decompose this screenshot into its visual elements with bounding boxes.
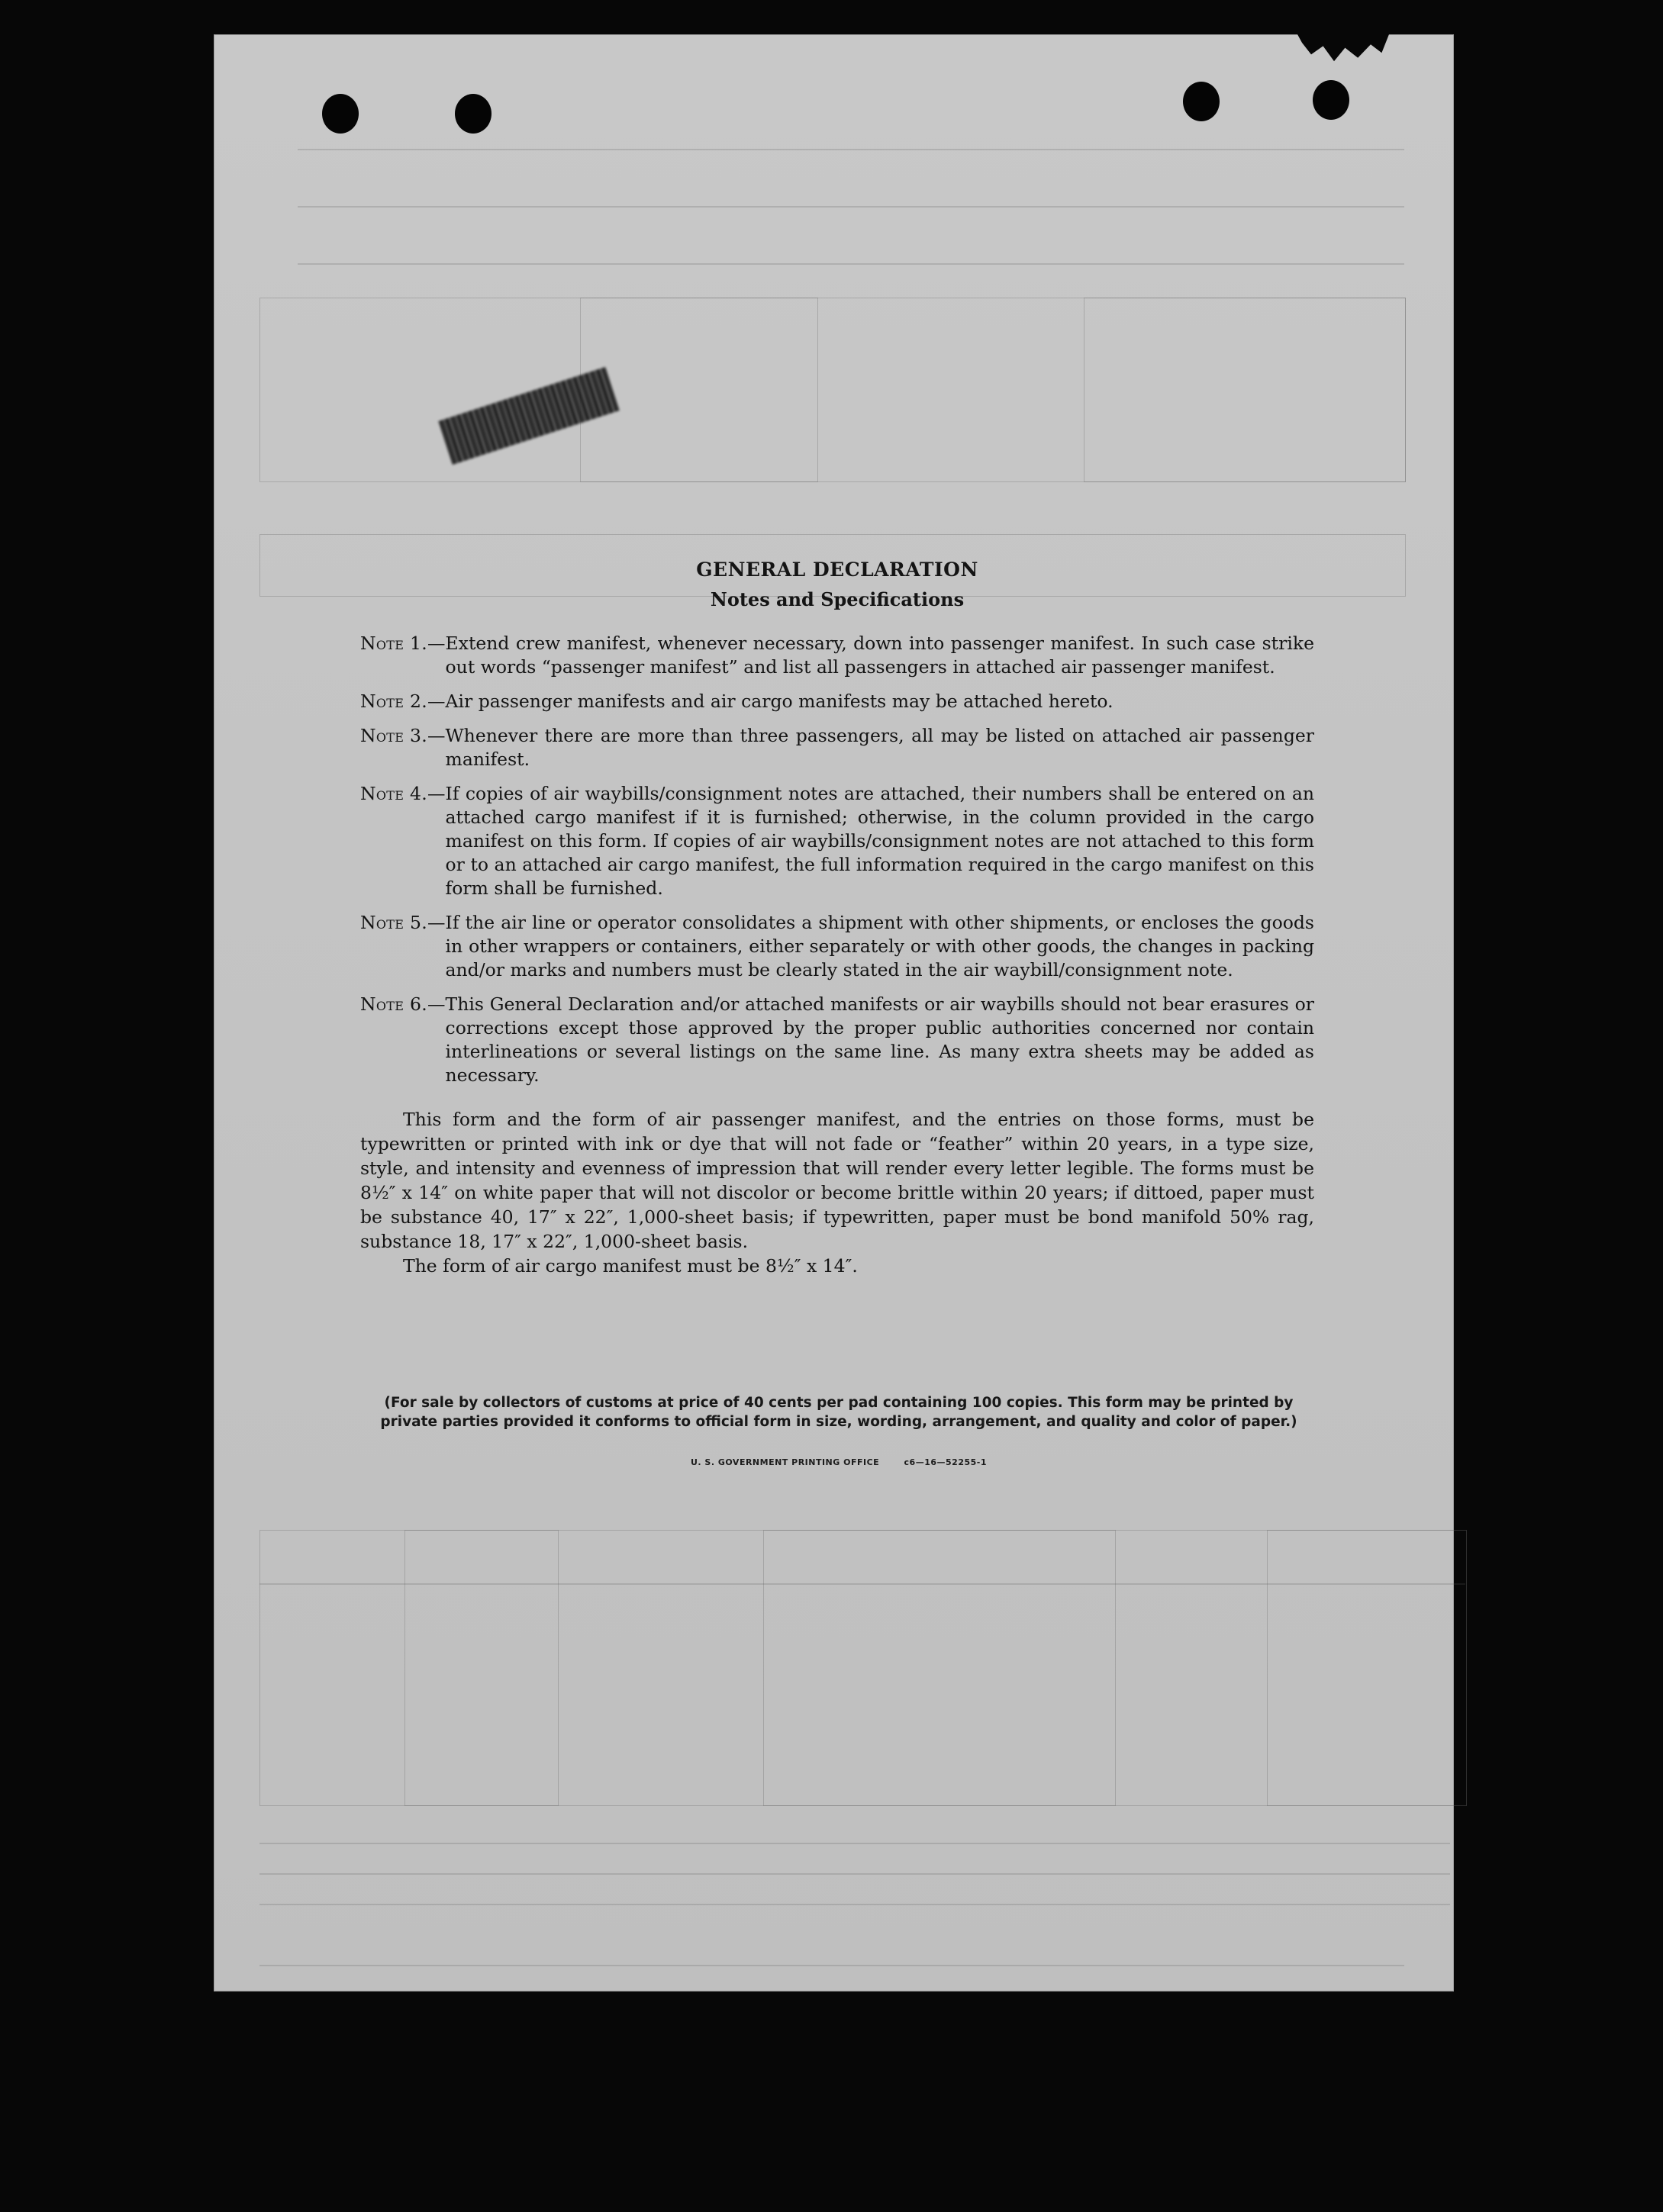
torn-edge — [1297, 34, 1389, 68]
note-item — [360, 632, 1314, 679]
notes-section — [360, 557, 1314, 1278]
page-subtitle: Notes and Specifications — [710, 588, 965, 610]
page-title: GENERAL DECLARATION — [696, 559, 978, 581]
notes-list — [360, 632, 1314, 1087]
bleed-through-rule — [259, 1904, 1450, 1905]
note-dash: — — [427, 993, 446, 1015]
bleed-through-column — [763, 1530, 1116, 1806]
note-item — [360, 724, 1314, 771]
note-label: Note 5. — [360, 912, 428, 933]
note-text: This General Declaration and/or attached manifests or air waybills should not bear erasures or corrections except those approved by the proper public authorities concerned nor contain interlineations or several listings on the same line. As many extra sheets may be added as necessary. — [445, 993, 1314, 1086]
note-text: If copies of air waybills/consignment notes are attached, their numbers shall be entered on an attached cargo manifest if it is furnished; otherwise, in the column provided in the cargo manifest on this form. If copies of air waybills/consignment notes are not attached to this form or to an attached air cargo manifest, the full information required in the cargo manifest on this form shall be furnished. — [445, 783, 1314, 899]
note-text: Air passenger manifests and air cargo manifests may be attached hereto. — [445, 691, 1114, 712]
punch-hole — [455, 94, 491, 134]
bleed-through-rule — [259, 1583, 1465, 1585]
note-item — [360, 911, 1314, 982]
bleed-through-rule — [298, 149, 1404, 150]
bleed-through-column — [1084, 298, 1406, 482]
note-item — [360, 690, 1314, 713]
note-dash: — — [427, 633, 446, 654]
note-label: Note 3. — [360, 725, 428, 746]
note-dash: — — [427, 691, 446, 712]
note-dash: — — [427, 725, 446, 746]
bleed-through-rule — [298, 206, 1404, 208]
bleed-through-column — [580, 298, 818, 482]
note-item — [360, 782, 1314, 900]
note-label: Note 1. — [360, 633, 428, 654]
note-dash: — — [427, 912, 446, 933]
bleed-through-column — [1267, 1530, 1467, 1806]
note-label: Note 4. — [360, 783, 428, 804]
punch-hole — [322, 94, 359, 134]
bleed-through-rule — [259, 1843, 1450, 1844]
bleed-through-rule — [259, 1873, 1450, 1875]
form-requirements-paragraph: This form and the form of air passenger manifest, and the entries on those forms, must be typewritten or printed with ink or dye that will not fade or “feather” within 20 years, in a type size, style, and intensity and evenness of impression that will render every letter legible. The forms must be 8½″ x 14″ on white paper that will not discolor or become brittle within 20 years; if dittoed, paper must be substance 40, 17″ x 22″, 1,000-sheet basis; if typewritten, paper must be bond manifold 50% rag, substance 18, 17″ x 22″, 1,000-sheet basis. — [360, 1109, 1314, 1252]
note-item — [360, 993, 1314, 1087]
bleed-through-rule — [298, 263, 1404, 265]
note-text: If the air line or operator consolidates a shipment with other shipments, or encloses the goods in other wrappers or containers, either separately or with other goods, the changes in packing and/or marks and numbers must be clearly stated in the air waybill/consignment note. — [445, 912, 1314, 980]
note-label: Note 2. — [360, 691, 428, 712]
bleed-through-column — [404, 1530, 559, 1806]
note-text: Whenever there are more than three passengers, all may be listed on attached air passenger manifest. — [445, 725, 1314, 770]
note-label: Note 6. — [360, 993, 428, 1015]
printer-code: c6—16—52255-1 — [904, 1457, 988, 1467]
note-dash: — — [427, 783, 446, 804]
cargo-manifest-size-note: The form of air cargo manifest must be 8½″ x 14″. — [403, 1255, 858, 1277]
note-text: Extend crew manifest, whenever necessary, down into passenger manifest. In such case strike out words “passenger manifest” and list all passengers in attached air passenger manifest. — [445, 633, 1314, 678]
bleed-through-rule — [259, 1965, 1404, 1966]
printer-name: U. S. GOVERNMENT PRINTING OFFICE — [690, 1457, 880, 1467]
punch-hole — [1183, 82, 1220, 121]
printer-imprint — [359, 1457, 1319, 1467]
sale-notice: (For sale by collectors of customs at price of 40 cents per pad containing 100 copies. This form may be printed by private parties provided it conforms to official form in size, wording, arrangement, and quality and color of paper.) — [380, 1395, 1297, 1430]
punch-hole — [1313, 80, 1349, 120]
